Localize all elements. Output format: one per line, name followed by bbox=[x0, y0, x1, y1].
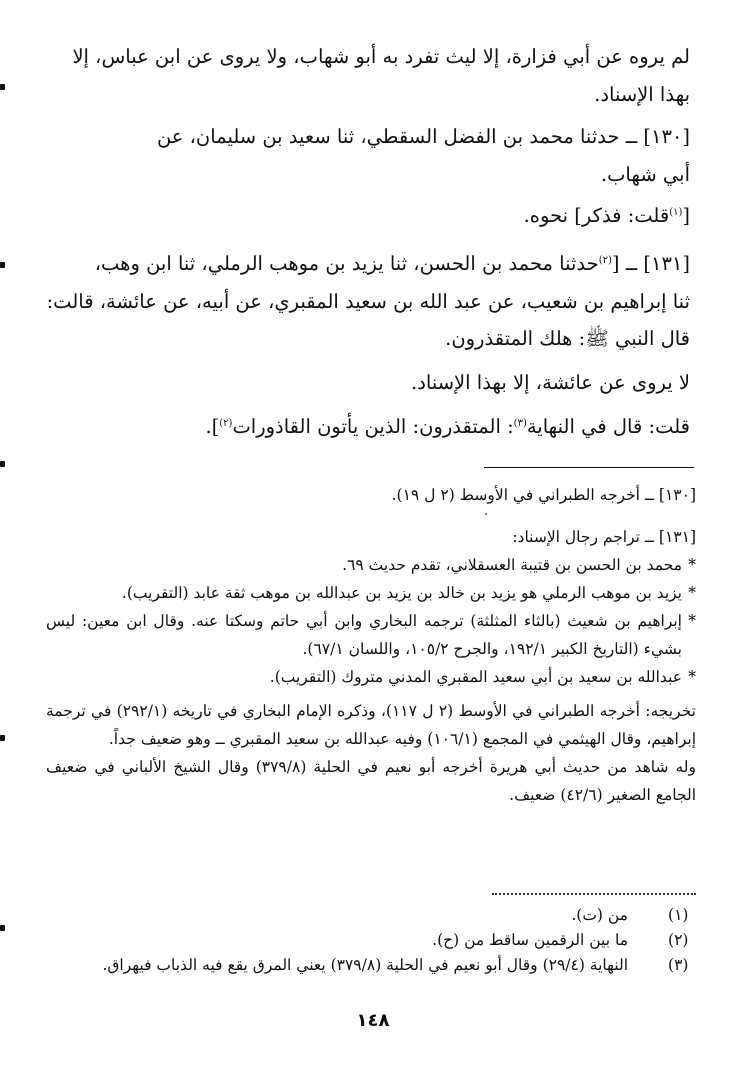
footnote-1 bbox=[48, 903, 698, 928]
footnote-3 bbox=[48, 953, 698, 978]
main-paragraph-1-line-1: لم يروه عن أبي فزارة، إلا ليث تفرد به أبو شهاب، ولا يروى عن ابن عباس، إلا bbox=[72, 45, 690, 68]
hadith-131-nihaya bbox=[45, 408, 690, 446]
bracket-open: [ bbox=[682, 204, 690, 227]
footnotes bbox=[48, 903, 698, 978]
narrator-text-1: محمد بن الحسن بن قتيبة العسقلاني، تقدم حديث ٦٩. bbox=[342, 556, 682, 574]
bullet-star-icon: * bbox=[688, 668, 696, 686]
footnote-3-text: النهاية (٢٩/٤) وقال أبو نعيم في الحلية (٣٧٩/٨) يعني المرق يقع فيه الذباب فيهراق. bbox=[102, 956, 628, 974]
footnote-1-text: من (ت). bbox=[571, 906, 628, 924]
binding-mark bbox=[0, 262, 5, 268]
hadith-131-line-2: ثنا إبراهيم بن شعيب، عن عبد الله بن سعيد المقبري، عن أبيه، عن عائشة، قالت: bbox=[46, 290, 690, 313]
narrator-item-4 bbox=[46, 663, 696, 691]
page-number: ١٤٨ bbox=[356, 1010, 390, 1031]
footnote-2-number: (٢) bbox=[668, 931, 689, 949]
binding-mark bbox=[0, 84, 5, 90]
footnote-3-number: (٣) bbox=[668, 956, 689, 974]
footnote-2 bbox=[48, 928, 698, 953]
hadith-130-note bbox=[45, 197, 690, 235]
hadith-131-comment bbox=[45, 364, 690, 402]
notes-separator bbox=[484, 467, 694, 468]
ink-speck bbox=[485, 513, 487, 515]
narrator-text-2: يزيد بن موهب الرملي هو يزيد بن خالد بن يزيد بن عبدالله بن موهب ثقة عابد (التقريب). bbox=[121, 584, 682, 602]
narrator-item-3 bbox=[46, 607, 696, 663]
footnote-ref-3: (٣) bbox=[513, 418, 527, 429]
shahid-text: وله شاهد من حديث أبي هريرة أخرجه أبو نعيم في الحلية (٣٧٩/٨) وقال الشيخ الألباني في ضعيف الجامع الصغير (٤٢/٦) ضعيف. bbox=[46, 758, 696, 804]
note-131-heading: [١٣١] ــ تراجم رجال الإسناد: bbox=[512, 528, 696, 546]
hadith-131-matn bbox=[45, 320, 690, 358]
footnote-ref-1: (١) bbox=[669, 207, 683, 218]
footnote-separator bbox=[492, 893, 696, 895]
narrator-text-3: إبراهيم بن شعيث (بالثاء المثلثة) ترجمه البخاري وابن أبي حاتم وسكتا عنه. وقال ابن معين: ليس بشيء (التاريخ الكبير ١٩٢/١، والجرح ١٠٥/٢، واللسان ٦٧/١). bbox=[46, 612, 682, 658]
narrator-text-4: عبدالله بن سعيد بن أبي سعيد المقبري المدني متروك (التقريب). bbox=[269, 668, 682, 686]
binding-mark bbox=[0, 461, 5, 467]
hadith-130-line-1: [١٣٠] ــ حدثنا محمد بن الفضل السقطي، ثنا سعيد بن سليمان، عن bbox=[156, 125, 690, 148]
note-131 bbox=[46, 523, 696, 809]
footnote-ref-2b: (٢) bbox=[219, 418, 233, 429]
nihaya-text-c: ]. bbox=[205, 415, 220, 438]
footnote-2-text: ما بين الرقمين ساقط من (ح). bbox=[432, 931, 628, 949]
hadith-131-number: [١٣١] ــ [ bbox=[611, 252, 690, 275]
hadith-130-line-2: أبي شهاب. bbox=[600, 163, 690, 186]
narrator-item-2 bbox=[46, 579, 696, 607]
hadith-131 bbox=[45, 245, 690, 321]
takhrij-text: تخريجه: أخرجه الطبراني في الأوسط (٢ ل ١١٧)، وذكره الإمام البخاري في تاريخه (٢٩٢/١) في ترجمة إبراهيم، وقال الهيثمي في المجمع (١٠٦/١) وفيه عبدالله بن سعيد المقبري ــ وهو ضعيف جداً. bbox=[46, 702, 696, 748]
hadith-130-note-text: قلت: فذكر] نحوه. bbox=[523, 204, 670, 227]
hadith-131-matn-line: قال النبي ﷺ: هلك المتقذرون. bbox=[445, 327, 690, 350]
main-paragraph-1 bbox=[45, 38, 690, 114]
nihaya-text-a: قلت: قال في النهاية bbox=[526, 415, 690, 438]
hadith-130 bbox=[45, 118, 690, 194]
footnote-1-number: (١) bbox=[668, 906, 689, 924]
nihaya-text-b: : المتقذرون: الذين يأتون القاذورات bbox=[232, 415, 514, 438]
hadith-131-isnad-1: حدثنا محمد بن الحسن، ثنا يزيد بن موهب الرملي، ثنا ابن وهب، bbox=[94, 252, 599, 275]
footnote-ref-2: (٢) bbox=[598, 255, 612, 266]
main-paragraph-1-line-2: بهذا الإسناد. bbox=[594, 83, 690, 106]
binding-mark bbox=[0, 735, 5, 741]
hadith-131-nihaya-line bbox=[45, 408, 690, 446]
note-130 bbox=[46, 481, 696, 509]
bullet-star-icon: * bbox=[688, 556, 696, 574]
hadith-131-comment-line: لا يروى عن عائشة، إلا بهذا الإسناد. bbox=[411, 371, 690, 394]
binding-mark bbox=[0, 925, 5, 931]
note-130-text: [١٣٠] ــ أخرجه الطبراني في الأوسط (٢ ل ١٩). bbox=[391, 486, 696, 504]
bullet-star-icon: * bbox=[688, 612, 696, 630]
hadith-130-note-line bbox=[45, 197, 690, 235]
narrator-item-1 bbox=[46, 551, 696, 579]
hadith-131-line-1 bbox=[45, 245, 690, 283]
bullet-star-icon: * bbox=[688, 584, 696, 602]
